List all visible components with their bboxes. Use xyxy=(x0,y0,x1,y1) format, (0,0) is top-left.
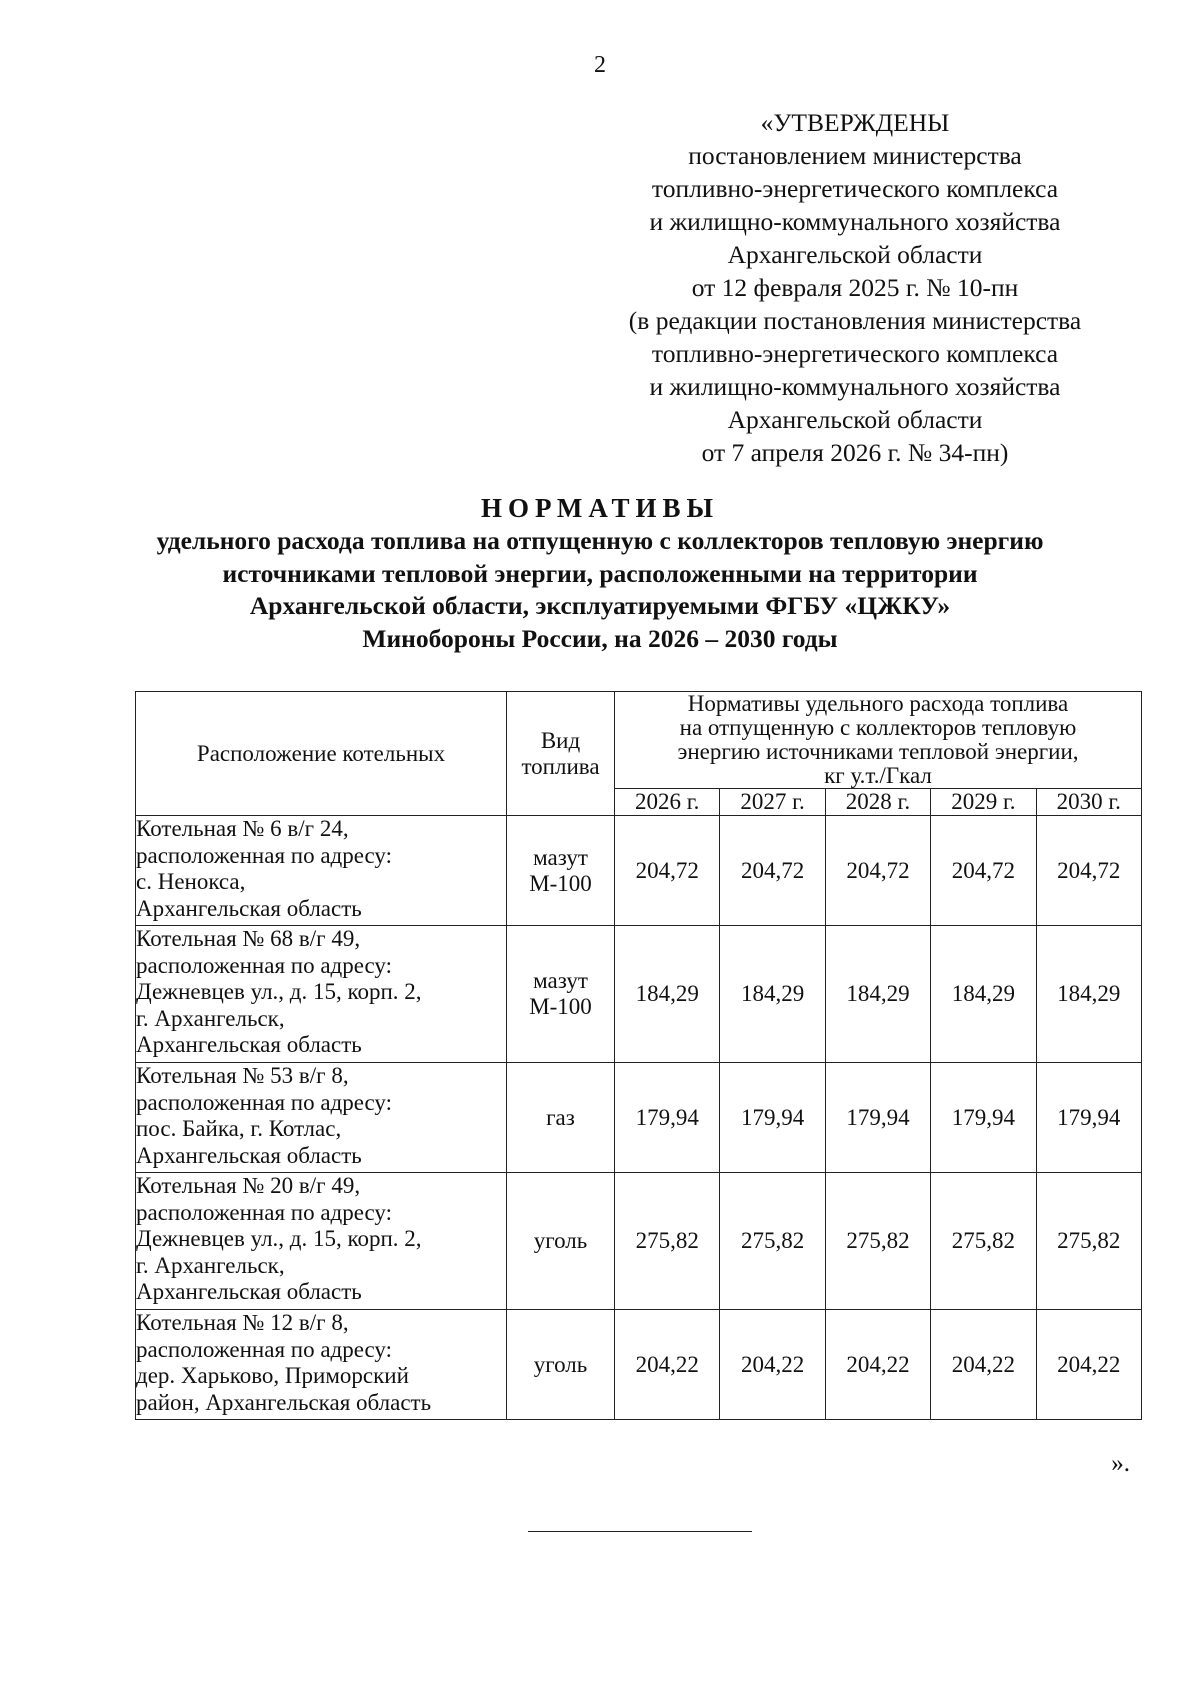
fuel-cell xyxy=(507,1063,615,1173)
location-line: г. Архангельск, xyxy=(136,1252,285,1278)
location-line: Архангельская область xyxy=(136,1279,362,1304)
approval-line: постановлением министерства xyxy=(688,141,1022,170)
header-year: 2029 г. xyxy=(931,789,1036,816)
value-cell: 179,94 xyxy=(720,1063,825,1173)
value-cell: 179,94 xyxy=(615,1063,720,1173)
norms-table xyxy=(135,691,1142,1420)
fuel-line: газ xyxy=(546,1104,575,1130)
location-line: расположенная по адресу: xyxy=(136,1199,393,1225)
header-year: 2028 г. xyxy=(825,789,930,816)
approval-line: и жилищно-коммунального хозяйства xyxy=(649,207,1061,236)
location-cell xyxy=(136,926,507,1063)
value-cell: 179,94 xyxy=(931,1063,1036,1173)
location-line: пос. Байка, г. Котлас, xyxy=(136,1116,342,1141)
location-cell xyxy=(136,1310,507,1420)
location-line: Архангельская область xyxy=(136,895,362,921)
value-cell: 204,22 xyxy=(825,1310,930,1420)
approval-line: от 12 февраля 2025 г. № 10-пн xyxy=(691,273,1019,302)
location-line: расположенная по адресу: xyxy=(136,842,393,868)
value-cell: 204,22 xyxy=(615,1310,720,1420)
separator-line xyxy=(528,1531,752,1532)
value-cell: 204,72 xyxy=(1036,816,1141,926)
title-line: Архангельской области, эксплуатируемыми ФГБУ «ЦЖКУ» xyxy=(249,591,951,620)
value-cell: 204,22 xyxy=(931,1310,1036,1420)
location-line: Дежневцев ул., д. 15, корп. 2, xyxy=(136,1226,422,1251)
table-row xyxy=(136,1310,1142,1420)
value-cell: 179,94 xyxy=(1036,1063,1141,1173)
location-cell xyxy=(136,1063,507,1173)
header-fuel xyxy=(507,692,615,816)
location-cell xyxy=(136,1173,507,1310)
title-line: удельного расхода топлива на отпущенную с коллекторов тепловую энергию xyxy=(156,526,1044,555)
fuel-line: М-100 xyxy=(529,994,592,1019)
value-cell: 275,82 xyxy=(615,1173,720,1310)
header-location: Расположение котельных xyxy=(136,692,507,816)
header-norms-line: Нормативы удельного расхода топлива xyxy=(687,691,1069,716)
location-cell xyxy=(136,816,507,926)
value-cell: 275,82 xyxy=(931,1173,1036,1310)
location-line: расположенная по адресу: xyxy=(136,1336,393,1362)
fuel-line: уголь xyxy=(533,1228,588,1253)
value-cell: 204,72 xyxy=(720,816,825,926)
header-fuel-line: топлива xyxy=(521,753,600,779)
value-cell: 204,22 xyxy=(1036,1310,1141,1420)
value-cell: 184,29 xyxy=(615,926,720,1063)
location-line: Котельная № 12 в/г 8, xyxy=(136,1310,349,1335)
table-row xyxy=(136,816,1142,926)
value-cell: 275,82 xyxy=(825,1173,930,1310)
location-line: Архангельская область xyxy=(136,1142,362,1168)
location-line: Котельная № 20 в/г 49, xyxy=(136,1173,361,1198)
location-line: с. Ненокса, xyxy=(136,869,246,894)
location-line: дер. Харьково, Приморский xyxy=(136,1363,409,1388)
fuel-line: уголь xyxy=(533,1351,588,1377)
location-line: г. Архангельск, xyxy=(136,1005,285,1031)
value-cell: 275,82 xyxy=(1036,1173,1141,1310)
table-header-row xyxy=(136,692,1142,789)
approval-line: Архангельской области xyxy=(727,240,983,269)
header-norms-line: энергию источниками тепловой энергии, xyxy=(677,739,1079,764)
value-cell: 204,72 xyxy=(615,816,720,926)
table-row xyxy=(136,1173,1142,1310)
location-line: расположенная по адресу: xyxy=(136,1089,393,1115)
page-number: 2 xyxy=(594,52,606,78)
fuel-line: М-100 xyxy=(529,870,592,896)
location-line: Архангельская область xyxy=(136,1032,362,1057)
approval-line: «УТВЕРЖДЕНЫ xyxy=(760,108,950,137)
header-norms-line: на отпущенную с коллекторов тепловую xyxy=(679,715,1077,740)
title-line: Минобороны России, на 2026 – 2030 годы xyxy=(362,623,838,653)
closing-quote: ». xyxy=(1111,1450,1130,1477)
fuel-cell xyxy=(507,1310,615,1420)
fuel-line: мазут xyxy=(533,844,588,870)
value-cell: 179,94 xyxy=(825,1063,930,1173)
title-line: источниками тепловой энергии, расположенными на территории xyxy=(222,558,978,588)
value-cell: 184,29 xyxy=(825,926,930,1063)
fuel-line: мазут xyxy=(533,968,588,993)
document-title xyxy=(0,491,1200,655)
value-cell: 204,22 xyxy=(720,1310,825,1420)
table-row xyxy=(136,1063,1142,1173)
approval-line: и жилищно-коммунального хозяйства xyxy=(649,372,1061,401)
value-cell: 275,82 xyxy=(720,1173,825,1310)
approval-line: топливно-энергетического комплекса xyxy=(651,174,1059,203)
location-line: Котельная № 6 в/г 24, xyxy=(136,816,349,841)
approval-line: топливно-энергетического комплекса xyxy=(651,339,1059,368)
location-line: расположенная по адресу: xyxy=(136,952,393,978)
header-fuel-line: Вид xyxy=(540,727,581,753)
location-line: район, Архангельская область xyxy=(136,1389,432,1415)
title-heading: НОРМАТИВЫ xyxy=(480,493,720,523)
table-row xyxy=(136,926,1142,1063)
header-norms-line: кг у.т./Гкал xyxy=(824,763,932,788)
value-cell: 184,29 xyxy=(1036,926,1141,1063)
header-norms xyxy=(615,692,1142,789)
value-cell: 184,29 xyxy=(931,926,1036,1063)
header-year: 2026 г. xyxy=(615,789,720,816)
value-cell: 204,72 xyxy=(825,816,930,926)
fuel-cell xyxy=(507,926,615,1063)
location-line: Котельная № 68 в/г 49, xyxy=(136,926,361,951)
location-line: Дежневцев ул., д. 15, корп. 2, xyxy=(136,979,422,1004)
approval-block xyxy=(590,106,1120,469)
header-year: 2027 г. xyxy=(720,789,825,816)
approval-line: (в редакции постановления министерства xyxy=(628,306,1082,335)
approval-line: от 7 апреля 2026 г. № 34-пн) xyxy=(701,438,1009,467)
fuel-cell xyxy=(507,1173,615,1310)
header-year: 2030 г. xyxy=(1036,789,1141,816)
value-cell: 184,29 xyxy=(720,926,825,1063)
value-cell: 204,72 xyxy=(931,816,1036,926)
location-line: Котельная № 53 в/г 8, xyxy=(136,1063,349,1088)
fuel-cell xyxy=(507,816,615,926)
approval-line: Архангельской области xyxy=(727,405,983,434)
